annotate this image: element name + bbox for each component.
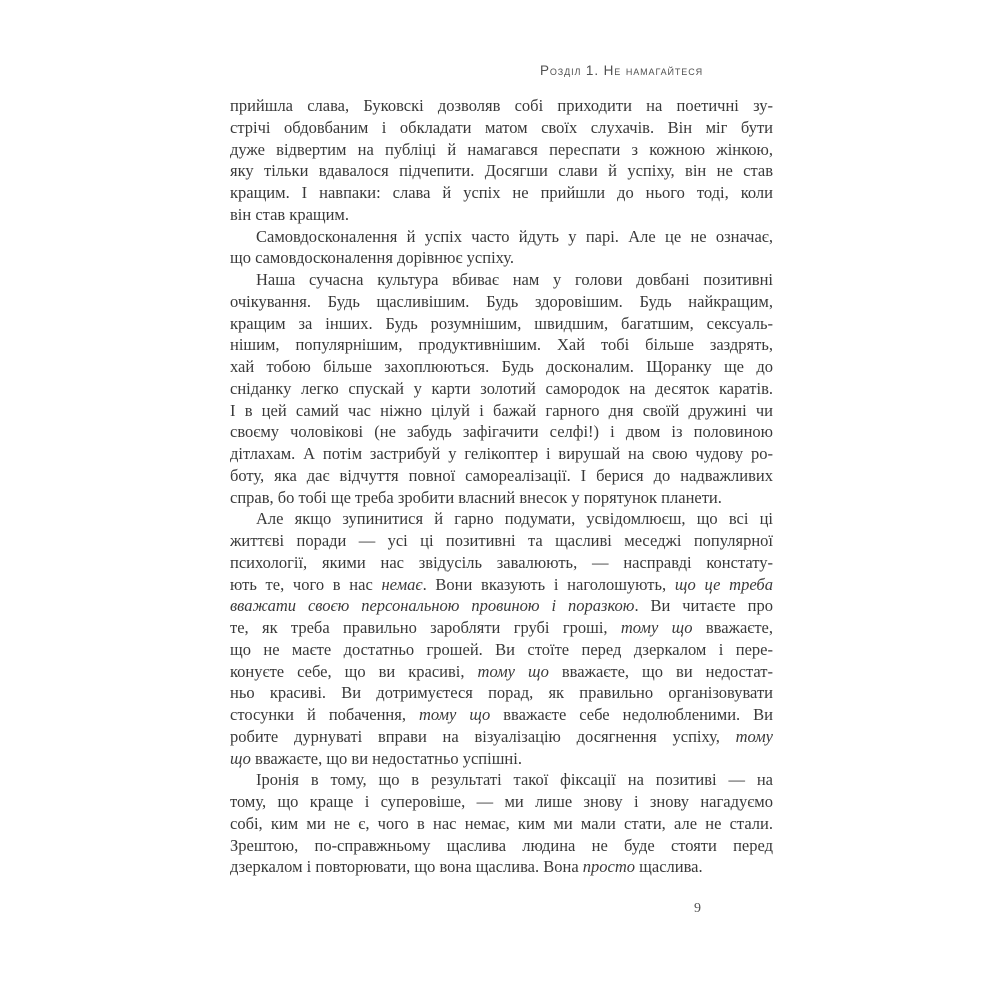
text-segment: вважаєте, що ви недостат-	[548, 661, 773, 681]
text-line	[230, 291, 773, 313]
text-segment: стосунки й побачення,	[230, 705, 419, 724]
text-segment: Зрештою, по-справжньому щаслива людина не буде стояти перед	[230, 835, 773, 855]
italic-text-segment: що це треба	[674, 574, 773, 594]
running-head: Розділ 1. Не намагайтеся	[539, 63, 703, 78]
text-segment: Наша сучасна культура вбиває нам у голови довбані позитивні	[256, 270, 773, 289]
text-segment: боту, яка дає відчуття повної самореалізації. І берися до надважливих	[230, 465, 773, 485]
italic-text-segment: що	[230, 748, 251, 768]
text-segment: сніданку легко спускай у карти золотий самородок на десяток каратів.	[230, 378, 773, 398]
text-segment: Іронія в тому, що в результаті такої фіксації на позитиві — на	[256, 770, 773, 790]
text-segment: те, як треба правильно заробляти грубі гроші,	[230, 618, 621, 637]
italic-text-segment: тому що	[620, 618, 693, 637]
text-line	[230, 487, 773, 509]
text-line	[230, 574, 773, 596]
text-segment: він став кращим.	[230, 204, 349, 224]
text-segment: . Вони вказують і наголошують,	[422, 574, 675, 594]
text-segment: робите дурнуваті вправи на візуалізацію досягнення успіху,	[230, 726, 736, 746]
text-line	[230, 378, 773, 400]
text-segment: кращим. І навпаки: слава й успіх не прийшли до нього тоді, коли	[230, 183, 773, 202]
italic-text-segment: вважати своєю персональною провиною і поразкою	[230, 596, 635, 616]
text-segment: кращим за інших. Будь розумнішим, швидшим, багатшим, сексуаль-	[230, 313, 773, 333]
text-segment: вважаєте себе недолюбленими. Ви	[490, 705, 773, 724]
text-segment: Але якщо зупинитися й гарно подумати, усвідомлюєш, що всі ці	[256, 509, 773, 529]
text-segment: Самовдосконалення й успіх часто йдуть у парі. Але це не означає,	[256, 226, 773, 246]
text-segment: хай тобою більше захоплюються. Будь досконалим. Щоранку ще до	[230, 357, 773, 376]
text-segment: очікування. Будь щасливішим. Будь здоровішим. Будь найкращим,	[230, 291, 773, 311]
body-text	[230, 95, 773, 878]
text-line	[230, 769, 773, 791]
text-line	[230, 813, 773, 835]
text-line	[230, 748, 773, 770]
text-line	[230, 421, 773, 443]
italic-text-segment: тому	[735, 726, 773, 746]
text-line	[230, 182, 773, 204]
text-segment: прийшла слава, Буковскі дозволяв собі приходити на поетичні зу-	[230, 96, 773, 115]
text-segment: життєві поради — усі ці позитивні та щасливі меседжі популярної	[230, 531, 773, 550]
text-line	[230, 400, 773, 422]
text-line	[230, 356, 773, 378]
text-segment: справ, бо тобі ще треба зробити власний внесок у порятунок планети.	[230, 487, 722, 507]
text-segment: що самовдосконалення дорівнює успіху.	[230, 248, 515, 268]
italic-text-segment: просто	[582, 857, 636, 877]
text-segment: стрічі обдовбаним і обкладати матом своїх слухачів. Він міг бути	[230, 117, 773, 137]
text-line	[230, 704, 773, 726]
text-segment: що не маєте достатньо грошей. Ви стоїте перед дзеркалом і пере-	[230, 639, 773, 659]
text-segment: ють те, чого в нас	[230, 574, 382, 594]
text-line	[230, 160, 773, 182]
text-line	[230, 334, 773, 356]
text-segment: ньо красиві. Ви дотримуєтеся порад, як правильно організовувати	[230, 683, 773, 703]
text-segment: . Ви читаєте про	[634, 596, 773, 616]
text-line	[230, 682, 773, 704]
text-line	[230, 530, 773, 552]
italic-text-segment: немає	[381, 574, 423, 594]
italic-text-segment: тому що	[418, 705, 491, 724]
text-segment: дуже відвертим на публіці й намагався переспати з кожною жінкою,	[230, 139, 773, 159]
text-segment: дітлахам. А потім застрибуй у гелікоптер і вирушай на свою чудову ро-	[230, 444, 773, 463]
text-line	[230, 791, 773, 813]
text-segment: вважаєте,	[692, 618, 773, 637]
text-segment: щаслива.	[635, 857, 703, 877]
text-line	[230, 117, 773, 139]
text-line	[230, 443, 773, 465]
page-number: 9	[694, 901, 701, 916]
text-line	[230, 139, 773, 161]
text-line	[230, 508, 773, 530]
text-line	[230, 835, 773, 857]
text-line	[230, 726, 773, 748]
text-line	[230, 465, 773, 487]
text-line	[230, 552, 773, 574]
text-segment: нішим, популярнішим, продуктивнішим. Хай тобі більше заздрять,	[230, 335, 773, 355]
text-segment: собі, ким ми не є, чого в нас немає, ким ми мали стати, але не стали.	[230, 813, 773, 833]
text-segment: тому, що краще і суперовіше, — ми лише знову і знову нагадуємо	[230, 792, 773, 811]
text-line	[230, 595, 773, 617]
text-segment: дзеркалом і повторювати, що вона щаслива. Вона	[230, 857, 583, 877]
italic-text-segment: тому що	[477, 661, 549, 681]
text-line	[230, 269, 773, 291]
text-line	[230, 247, 773, 269]
text-line	[230, 661, 773, 683]
text-segment: вважаєте, що ви недостатньо успішні.	[250, 748, 522, 768]
text-line	[230, 639, 773, 661]
text-segment: конуєте себе, що ви красиві,	[230, 661, 478, 681]
text-line	[230, 313, 773, 335]
text-segment: яку тільки вдавалося підчепити. Досягши слави й успіху, він не став	[230, 161, 773, 181]
text-segment: своєму чоловікові (не забудь зафігачити селфі!) і двом із половиною	[230, 422, 773, 442]
text-line	[230, 204, 773, 226]
text-line	[230, 95, 773, 117]
text-line	[230, 856, 773, 878]
text-segment: психології, якими нас звідусіль завалюють, — насправді констату-	[230, 552, 773, 572]
text-line	[230, 226, 773, 248]
text-line	[230, 617, 773, 639]
text-segment: І в цей самий час ніжно цілуй і бажай гарного дня своїй дружині чи	[230, 400, 773, 420]
